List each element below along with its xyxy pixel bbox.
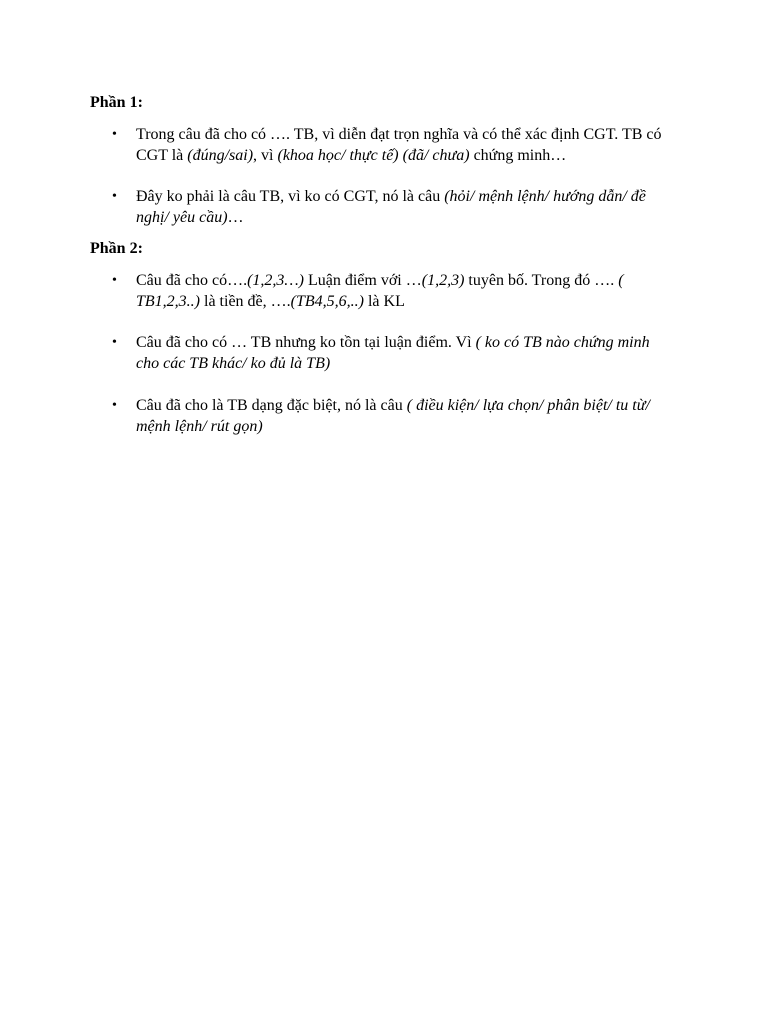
bullet-icon: • <box>112 398 117 413</box>
list-item-text <box>136 270 672 312</box>
text-segment: , vì <box>253 147 278 164</box>
list-item <box>112 332 672 374</box>
text-segment-italic: (hỏi/ mệnh lệnh/ hướng dẫn/ đề nghị/ yêu cầu) <box>136 188 646 226</box>
text-segment: Đây ko phải là câu TB, vì ko có CGT, nó là câu <box>136 188 445 205</box>
text-segment-italic: ( TB1,2,3..) <box>136 272 624 310</box>
text-segment: chứng minh… <box>469 147 567 164</box>
list-item-text <box>136 395 672 437</box>
list-item <box>112 270 672 312</box>
text-segment: Câu đã cho có…. <box>136 272 248 289</box>
list-item <box>112 124 672 166</box>
bullet-icon: • <box>112 189 117 204</box>
text-segment-italic: ( điều kiện/ lựa chọn/ phân biệt/ tu từ/ mệnh lệnh/ rút gọn) <box>136 397 650 435</box>
part1-heading: Phần 1: <box>90 94 143 111</box>
list-item <box>112 186 672 228</box>
list-item-text <box>136 186 672 228</box>
part2-heading: Phần 2: <box>90 240 143 257</box>
text-segment: tuyên bố. Trong đó …. <box>464 272 619 289</box>
list-item <box>112 395 672 437</box>
text-segment-italic: ( ko có TB nào chứng minh cho các TB khác/ ko đủ là TB) <box>136 334 650 372</box>
text-segment-italic: (TB4,5,6,..) <box>290 293 364 310</box>
text-segment: Câu đã cho có … TB nhưng ko tồn tại luận điểm. Vì <box>136 334 476 351</box>
bullet-icon: • <box>112 127 117 142</box>
text-segment-italic: (khoa học/ thực tế) (đã/ chưa) <box>277 147 470 164</box>
text-segment: Câu đã cho là TB dạng đặc biệt, nó là câu <box>136 397 407 414</box>
text-segment-italic: (đúng/sai) <box>187 147 254 164</box>
bullet-icon: • <box>112 273 117 288</box>
text-segment: … <box>227 209 244 226</box>
text-segment: Luận điểm với … <box>303 272 422 289</box>
text-segment: là KL <box>363 293 405 310</box>
text-segment-italic: (1,2,3) <box>421 272 465 289</box>
bullet-icon: • <box>112 335 117 350</box>
list-item-text <box>136 124 672 166</box>
text-segment: Trong câu đã cho có …. TB, vì diễn đạt trọn nghĩa và có thể xác định CGT. TB có CGT là <box>136 126 662 164</box>
text-segment-italic: (1,2,3…) <box>247 272 304 289</box>
list-item-text <box>136 332 672 374</box>
text-segment: là tiền đề, …. <box>200 293 291 310</box>
